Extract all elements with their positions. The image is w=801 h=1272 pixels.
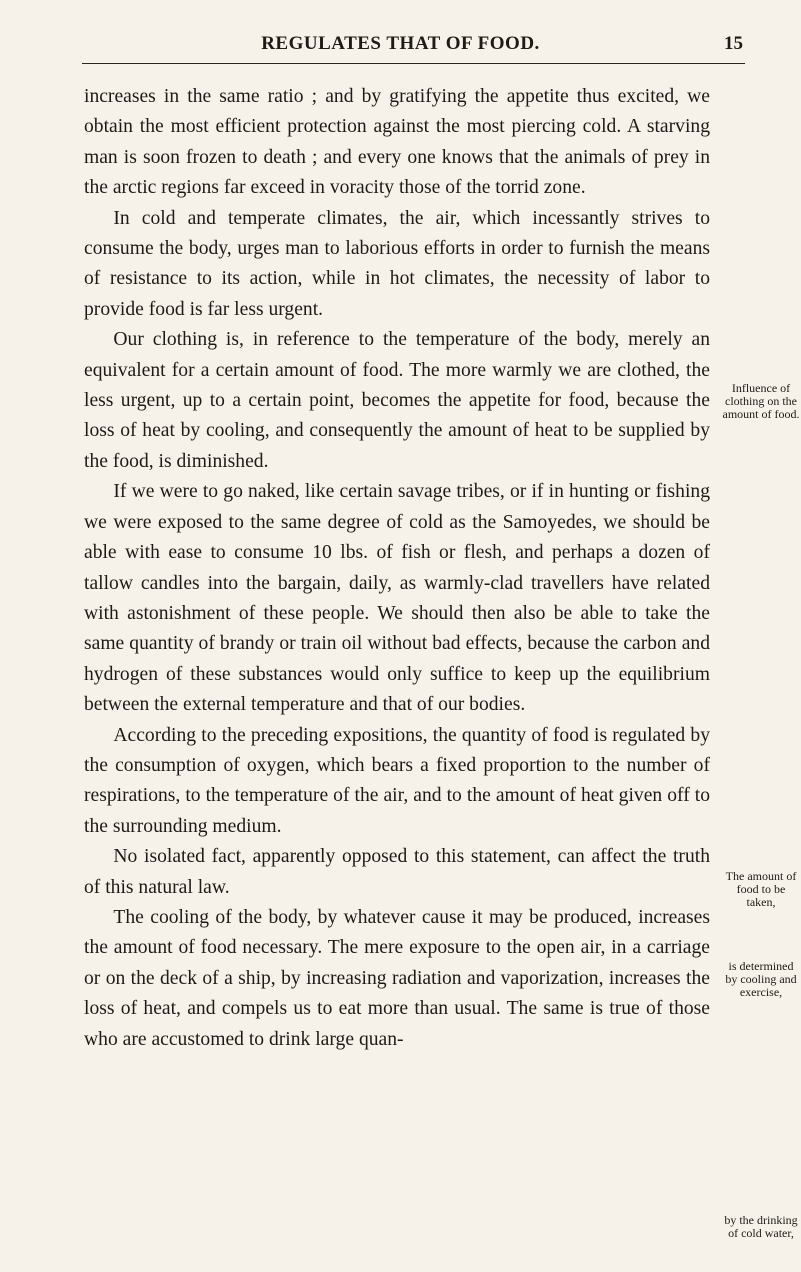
- paragraph: No isolated fact, apparently opposed to this statement, can affect the truth of this natural law.: [84, 846, 710, 898]
- sidenote-cold-water: by the drinking of cold water,: [724, 1213, 798, 1240]
- paragraph: Our clothing is, in reference to the temperature of the body, merely an equivalent for a certain amount of food. The more warmly we are clothed, the less urgent, up to a certain point, becomes the appetite for food, because the loss of heat by cooling, and consequently the amount of heat to be supplied by the food, is diminished.: [84, 329, 710, 472]
- sidenote-clothing: Influence of clothing on the amount of food.: [722, 381, 800, 421]
- sidenote-cooling-exercise: is determined by cooling and exercise,: [725, 959, 797, 999]
- paragraph: The cooling of the body, by whatever cause it may be produced, increases the amount of food necessary. The mere exposure to the open air, in a carriage or on the deck of a ship, by increasing radiation and vaporization, increases the loss of heat, and compels us to eat more than usual. The same is true of those who are accustomed to drink large quan-: [84, 906, 710, 1050]
- paragraph: According to the preceding expositions, the quantity of food is regulated by the consumption of oxygen, which bears a fixed proportion to the number of respirations, to the temperature of the air, and to the amount of heat given off to the surrounding medium.: [84, 724, 710, 837]
- header-rule: [82, 63, 745, 64]
- paragraph: In cold and temperate climates, the air, which incessantly strives to consume the body, urges man to laborious efforts in order to furnish the means of resistance to its action, while in hot climates, the necessity of labor to provide food is far less urgent.: [84, 207, 710, 320]
- sidenote-amount-of-food: The amount of food to be taken,: [725, 869, 797, 909]
- paragraph: If we were to go naked, like certain savage tribes, or if in hunting or fishing we were exposed to the same degree of cold as the Samoyedes, we should be able with ease to consume 10 lbs. of fish or flesh, and perhaps a dozen of tallow candles into the bargain, daily, as warmly-clad travellers have related with astonishment of these people. We should then also be able to take the same quantity of brandy or train oil without bad effects, because the carbon and hydrogen of these substances would only suffice to keep up the equilibrium between the external temperature and that of our bodies.: [84, 481, 710, 716]
- page-number: 15: [724, 33, 743, 54]
- page-header: [0, 0, 801, 60]
- paragraph: increases in the same ratio ; and by gratifying the appetite thus excited, we obtain the most efficient protection against the most piercing cold. A starving man is soon frozen to death ; and every one knows that the animals of prey in the arctic regions far exceed in voracity those of the torrid zone.: [84, 86, 710, 199]
- body-text: [84, 82, 710, 1055]
- running-head: REGULATES THAT OF FOOD.: [261, 33, 540, 54]
